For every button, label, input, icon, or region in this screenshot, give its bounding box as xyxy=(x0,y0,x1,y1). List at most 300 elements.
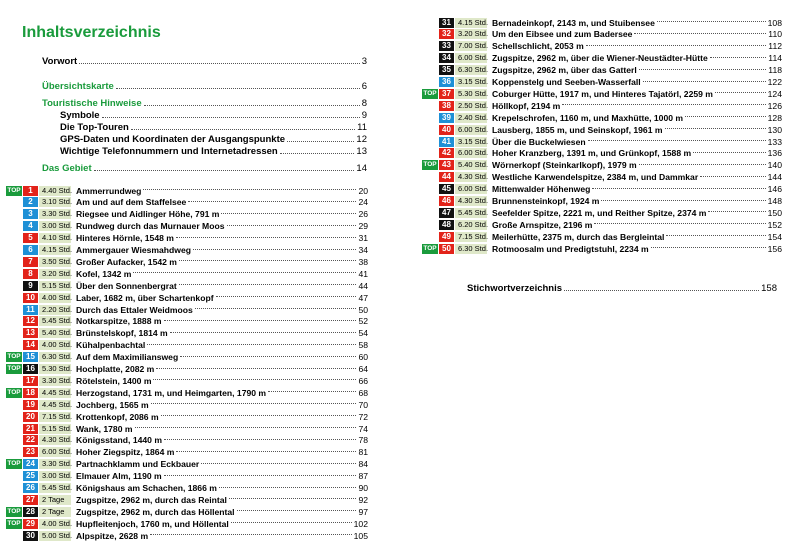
route-page: 114 xyxy=(768,53,782,64)
route-duration: 2 Tage xyxy=(39,495,71,505)
route-duration: 6.20 Std. xyxy=(455,220,487,230)
leader-dots xyxy=(143,189,356,190)
toc-section-entry[interactable] xyxy=(60,134,367,145)
route-duration: 6.00 Std. xyxy=(455,53,487,63)
index-page: 158 xyxy=(761,283,777,294)
route-row[interactable] xyxy=(6,435,368,446)
route-title: Meilerhütte, 2375 m, durch das Bergleintal xyxy=(492,231,665,242)
leader-dots xyxy=(116,88,360,89)
top-tour-badge: TOP xyxy=(7,186,21,194)
leader-dots xyxy=(164,475,357,476)
leader-dots xyxy=(170,332,357,333)
leader-dots xyxy=(176,237,357,238)
route-duration: 2.20 Std. xyxy=(39,305,71,315)
route-number-badge: 35 xyxy=(439,65,454,75)
top-tour-badge: TOP xyxy=(423,161,437,169)
route-duration: 5.45 Std. xyxy=(455,208,487,218)
route-row[interactable] xyxy=(422,100,782,111)
route-title: Über die Buckelwiesen xyxy=(492,136,586,147)
route-number-badge: 24 xyxy=(23,459,38,469)
route-duration: 3.15 Std. xyxy=(455,137,487,147)
route-page: 148 xyxy=(767,196,782,206)
route-page: 154 xyxy=(767,231,782,242)
leader-dots xyxy=(195,308,357,309)
top-tour-badge xyxy=(6,245,22,255)
route-row[interactable] xyxy=(6,256,368,267)
route-duration: 3.15 Std. xyxy=(455,77,487,87)
section-page: 14 xyxy=(356,163,367,174)
route-title: Zugspitze, 2962 m, durch das Höllental xyxy=(76,506,235,517)
route-row[interactable] xyxy=(6,494,368,505)
route-row[interactable] xyxy=(6,304,368,315)
route-number-badge: 44 xyxy=(439,172,454,182)
route-row[interactable] xyxy=(6,268,368,279)
route-duration: 4.45 Std. xyxy=(39,400,71,410)
top-tour-badge xyxy=(6,305,22,315)
section-page: 8 xyxy=(361,98,367,109)
route-title: Mittenwalder Höhenweg xyxy=(492,184,591,195)
route-duration: 3.10 Std. xyxy=(39,197,71,207)
route-page: 112 xyxy=(768,41,782,52)
route-row[interactable] xyxy=(6,233,368,244)
top-tour-badge: TOP xyxy=(7,519,21,527)
leader-dots xyxy=(685,116,766,117)
route-row[interactable] xyxy=(6,447,368,458)
route-duration: 3.30 Std. xyxy=(39,376,71,386)
route-duration: 4.30 Std. xyxy=(455,196,487,206)
route-page: 92 xyxy=(358,494,368,505)
route-title: Kofel, 1342 m xyxy=(76,268,132,279)
route-page: 136 xyxy=(767,148,782,159)
route-title: Durch das Ettaler Weidmoos xyxy=(76,304,193,315)
route-row[interactable] xyxy=(422,124,782,135)
top-tour-badge xyxy=(6,269,22,279)
leader-dots xyxy=(693,152,766,153)
leader-dots xyxy=(280,153,355,154)
top-tour-badge: TOP xyxy=(7,460,21,468)
route-row[interactable] xyxy=(422,29,782,40)
route-row[interactable] xyxy=(422,219,782,230)
route-title: Wörnerkopf (Steinkarlkopf), 1979 m xyxy=(492,160,637,171)
route-page: 58 xyxy=(358,340,368,351)
route-number-badge: 2 xyxy=(23,197,38,207)
route-duration: 3.20 Std. xyxy=(455,29,487,39)
route-number-badge: 48 xyxy=(439,220,454,230)
route-page: 150 xyxy=(767,207,782,218)
route-title: Über den Sonnenbergrat xyxy=(76,280,177,291)
leader-dots xyxy=(643,81,766,82)
route-number-badge: 10 xyxy=(23,293,38,303)
top-tour-badge xyxy=(422,125,438,135)
route-row[interactable] xyxy=(6,518,368,529)
route-duration: 5.40 Std. xyxy=(455,160,487,170)
route-duration: 5.00 Std. xyxy=(39,531,71,541)
route-duration: 4.30 Std. xyxy=(39,435,71,445)
leader-dots xyxy=(634,33,766,34)
route-title: Rundweg durch das Murnauer Moos xyxy=(76,221,225,232)
route-page: 72 xyxy=(358,411,368,422)
route-number-badge: 31 xyxy=(439,18,454,28)
index-entry[interactable] xyxy=(467,283,777,294)
route-title: Kühalpenbachtal xyxy=(76,340,146,351)
toc-section-entry[interactable] xyxy=(42,163,367,174)
top-tour-badge xyxy=(422,196,438,206)
leader-dots xyxy=(227,225,357,226)
top-tour-badge xyxy=(6,340,22,350)
route-number-badge: 16 xyxy=(23,364,38,374)
section-label: GPS-Daten und Koordinaten der Ausgangspunkte xyxy=(60,134,286,145)
leader-dots xyxy=(586,45,767,46)
top-tour-badge xyxy=(422,18,438,28)
route-page: 152 xyxy=(767,219,782,230)
route-title: Rotmoosalm und Predigtstuhl, 2234 m xyxy=(492,243,649,254)
section-label: Symbole xyxy=(60,110,100,121)
route-page: 68 xyxy=(358,387,368,398)
section-page: 13 xyxy=(356,146,367,157)
page-title: Inhaltsverzeichnis xyxy=(22,24,161,41)
route-number-badge: 12 xyxy=(23,316,38,326)
route-duration: 4.40 Std. xyxy=(39,186,71,196)
route-page: 31 xyxy=(358,233,368,244)
route-number-badge: 27 xyxy=(23,495,38,505)
top-tour-badge xyxy=(6,197,22,207)
route-row[interactable] xyxy=(6,459,368,470)
route-row[interactable] xyxy=(6,328,368,339)
route-number-badge: 18 xyxy=(23,388,38,398)
route-duration: 6.30 Std. xyxy=(39,352,71,362)
route-title: Königsstand, 1440 m xyxy=(76,435,162,446)
route-duration: 5.40 Std. xyxy=(39,328,71,338)
top-tour-badge xyxy=(6,376,22,386)
leader-dots xyxy=(268,391,356,392)
top-tour-badge xyxy=(422,101,438,111)
top-tour-badge xyxy=(6,293,22,303)
leader-dots xyxy=(231,522,352,523)
route-page: 24 xyxy=(358,197,368,208)
top-tour-badge xyxy=(422,137,438,147)
route-title: Seefelder Spitze, 2221 m, und Reither Spitze, 2374 m xyxy=(492,207,707,218)
route-page: 26 xyxy=(358,209,368,220)
route-page: 78 xyxy=(358,435,368,446)
leader-dots xyxy=(164,439,356,440)
route-row[interactable] xyxy=(6,292,368,303)
route-title: Auf dem Maximiliansweg xyxy=(76,352,179,363)
route-page: 70 xyxy=(358,399,368,410)
route-row[interactable] xyxy=(6,185,368,196)
route-page: 102 xyxy=(353,518,368,529)
top-tour-badge: TOP xyxy=(7,388,21,396)
top-tour-badge xyxy=(6,471,22,481)
route-duration: 4.15 Std. xyxy=(455,18,487,28)
leader-dots xyxy=(133,272,356,273)
route-number-badge: 29 xyxy=(23,519,38,529)
toc-section-entry[interactable] xyxy=(42,98,367,109)
route-duration: 5.45 Std. xyxy=(39,483,71,493)
toc-section-entry[interactable] xyxy=(42,81,367,92)
route-row[interactable] xyxy=(6,375,368,386)
top-tour-badge xyxy=(6,316,22,326)
route-title: Zugspitze, 2962 m, durch das Reintal xyxy=(76,494,227,505)
route-row[interactable] xyxy=(422,41,782,52)
route-row[interactable] xyxy=(422,207,782,218)
route-row[interactable] xyxy=(6,340,368,351)
leader-dots xyxy=(79,63,360,64)
route-page: 81 xyxy=(358,447,368,458)
route-page: 64 xyxy=(358,364,368,374)
route-page: 90 xyxy=(358,483,368,493)
route-duration: 4.00 Std. xyxy=(39,293,71,303)
route-duration: 6.30 Std. xyxy=(455,65,487,75)
route-row[interactable] xyxy=(6,245,368,256)
route-row[interactable] xyxy=(6,364,368,375)
route-row[interactable] xyxy=(422,136,782,147)
route-row[interactable] xyxy=(422,184,782,195)
section-label: Vorwort xyxy=(42,56,78,67)
route-page: 126 xyxy=(767,100,782,111)
route-title: Lausberg, 1855 m, und Seinskopf, 1961 m xyxy=(492,124,663,135)
route-row[interactable] xyxy=(422,77,782,88)
route-duration: 4.30 Std. xyxy=(455,172,487,182)
leader-dots xyxy=(657,21,766,22)
route-title: Ammergauer Wiesmahdweg xyxy=(76,245,192,255)
route-duration: 4.45 Std. xyxy=(39,388,71,398)
route-title: Hochplatte, 2082 m xyxy=(76,364,155,374)
toc-section-entry[interactable] xyxy=(60,110,367,121)
route-title: Wank, 1780 m xyxy=(76,423,133,434)
route-row[interactable] xyxy=(6,411,368,422)
top-tour-badge xyxy=(6,209,22,219)
route-page: 130 xyxy=(767,124,782,135)
top-tour-badge xyxy=(422,184,438,194)
route-number-badge: 32 xyxy=(439,29,454,39)
top-tour-badge xyxy=(422,41,438,51)
route-duration: 7.15 Std. xyxy=(455,232,487,242)
route-duration: 5.15 Std. xyxy=(39,281,71,291)
route-row[interactable] xyxy=(422,231,782,242)
leader-dots xyxy=(131,129,355,130)
top-tour-badge: TOP xyxy=(7,365,21,372)
route-number-badge: 7 xyxy=(23,257,38,267)
route-number-badge: 15 xyxy=(23,352,38,362)
route-row[interactable] xyxy=(422,172,782,183)
top-tour-badge xyxy=(422,77,438,87)
route-row[interactable] xyxy=(422,53,782,64)
route-row[interactable] xyxy=(6,471,368,482)
route-duration: 7.00 Std. xyxy=(455,41,487,51)
route-title: Um den Eibsee und zum Badersee xyxy=(492,29,633,40)
leader-dots xyxy=(153,379,356,380)
route-duration: 4.15 Std. xyxy=(39,245,71,255)
route-duration: 5.30 Std. xyxy=(39,364,71,374)
top-tour-badge xyxy=(422,53,438,63)
section-page: 6 xyxy=(361,81,367,92)
route-row[interactable] xyxy=(422,17,782,28)
route-title: Höllkopf, 2194 m xyxy=(492,100,561,111)
route-page: 60 xyxy=(358,352,368,363)
top-tour-badge xyxy=(422,220,438,230)
toc-section-entry[interactable] xyxy=(60,122,367,133)
top-tour-badge xyxy=(6,447,22,457)
route-title: Laber, 1682 m, über Schartenkopf xyxy=(76,292,214,303)
route-title: Hinteres Hörnle, 1548 m xyxy=(76,233,174,244)
leader-dots xyxy=(179,260,356,261)
route-row[interactable] xyxy=(422,88,782,99)
route-duration: 2 Tage xyxy=(39,507,71,517)
route-row[interactable] xyxy=(422,160,782,171)
leader-dots xyxy=(229,498,357,499)
section-label: Wichtige Telefonnummern und Internetadressen xyxy=(60,146,278,157)
route-duration: 6.30 Std. xyxy=(455,244,487,254)
route-page: 108 xyxy=(767,17,782,28)
leader-dots xyxy=(594,223,765,224)
route-number-badge: 1 xyxy=(23,186,38,196)
route-page: 110 xyxy=(768,29,782,40)
section-label: Die Top-Touren xyxy=(60,122,129,133)
top-tour-badge xyxy=(6,424,22,434)
route-row[interactable] xyxy=(6,423,368,434)
route-page: 54 xyxy=(358,328,368,339)
route-row[interactable] xyxy=(6,483,368,494)
route-number-badge: 34 xyxy=(439,53,454,63)
route-title: Hupfleitenjoch, 1760 m, und Höllental xyxy=(76,518,229,529)
route-number-badge: 19 xyxy=(23,400,38,410)
route-duration: 6.00 Std. xyxy=(455,125,487,135)
leader-dots xyxy=(216,296,357,297)
route-title: Elmauer Alm, 1190 m xyxy=(76,471,162,482)
top-tour-badge xyxy=(6,435,22,445)
route-page: 146 xyxy=(767,184,782,195)
route-duration: 3.20 Std. xyxy=(39,269,71,279)
route-number-badge: 14 xyxy=(23,340,38,350)
route-row[interactable] xyxy=(6,316,368,327)
leader-dots xyxy=(176,451,356,452)
route-duration: 4.00 Std. xyxy=(39,340,71,350)
section-label: Das Gebiet xyxy=(42,163,92,174)
leader-dots xyxy=(639,164,766,165)
route-page: 66 xyxy=(358,375,368,386)
route-page: 118 xyxy=(768,65,782,76)
route-row[interactable] xyxy=(422,243,782,254)
leader-dots xyxy=(287,141,354,142)
route-row[interactable] xyxy=(422,65,782,76)
route-number-badge: 47 xyxy=(439,208,454,218)
route-number-badge: 50 xyxy=(439,244,454,254)
leader-dots xyxy=(666,235,765,236)
route-number-badge: 13 xyxy=(23,328,38,338)
route-number-badge: 11 xyxy=(23,305,38,315)
route-row[interactable] xyxy=(6,506,368,517)
route-number-badge: 49 xyxy=(439,232,454,242)
route-duration: 5.30 Std. xyxy=(455,89,487,99)
leader-dots xyxy=(564,290,759,291)
section-label: Übersichtskarte xyxy=(42,81,114,92)
top-tour-badge xyxy=(6,328,22,338)
top-tour-badge xyxy=(6,412,22,422)
section-page: 12 xyxy=(356,134,367,145)
route-title: Hoher Ziegspitz, 1864 m xyxy=(76,447,175,458)
route-title: Zugspitze, 2962 m, über das Gatterl xyxy=(492,65,637,76)
route-number-badge: 30 xyxy=(23,531,38,541)
section-page: 11 xyxy=(357,122,367,133)
route-number-badge: 20 xyxy=(23,412,38,422)
route-row[interactable] xyxy=(6,280,368,291)
route-row[interactable] xyxy=(422,196,782,207)
route-row[interactable] xyxy=(6,387,368,398)
route-number-badge: 3 xyxy=(23,209,38,219)
route-number-badge: 33 xyxy=(439,41,454,51)
route-number-badge: 45 xyxy=(439,184,454,194)
route-duration: 2.40 Std. xyxy=(455,113,487,123)
route-number-badge: 5 xyxy=(23,233,38,243)
top-tour-badge xyxy=(6,531,22,541)
route-number-badge: 36 xyxy=(439,77,454,87)
route-title: Rötelstein, 1400 m xyxy=(76,375,152,386)
leader-dots xyxy=(237,510,357,511)
leader-dots xyxy=(150,534,352,535)
route-page: 74 xyxy=(358,423,368,434)
route-number-badge: 4 xyxy=(23,221,38,231)
route-number-badge: 8 xyxy=(23,269,38,279)
route-row[interactable] xyxy=(6,197,368,208)
route-page: 50 xyxy=(358,304,368,315)
route-duration: 5.15 Std. xyxy=(39,424,71,434)
route-page: 87 xyxy=(358,471,368,482)
route-page: 156 xyxy=(767,243,782,254)
top-tour-badge xyxy=(6,281,22,291)
route-duration: 6.00 Std. xyxy=(39,447,71,457)
route-title: Großer Aufacker, 1542 m xyxy=(76,256,177,267)
route-page: 41 xyxy=(358,268,368,279)
leader-dots xyxy=(710,57,767,58)
top-tour-badge xyxy=(6,257,22,267)
route-row[interactable] xyxy=(6,352,368,363)
toc-section-entry[interactable] xyxy=(42,56,367,67)
top-tour-badge xyxy=(422,232,438,242)
route-page: 105 xyxy=(353,530,368,541)
route-duration: 3.30 Std. xyxy=(39,209,71,219)
top-tour-badge xyxy=(422,148,438,158)
leader-dots xyxy=(151,403,357,404)
route-row[interactable] xyxy=(6,530,368,541)
leader-dots xyxy=(156,368,356,369)
section-page: 9 xyxy=(361,110,367,121)
top-tour-badge: TOP xyxy=(7,353,21,361)
toc-section-entry[interactable] xyxy=(60,146,367,157)
route-title: Am und auf dem Staffelsee xyxy=(76,197,187,208)
route-title: Riegsee und Aidlinger Höhe, 791 m xyxy=(76,209,220,220)
route-title: Koppenstelg und Seeben-Wasserfall xyxy=(492,77,641,87)
route-number-badge: 21 xyxy=(23,424,38,434)
route-duration: 4.00 Std. xyxy=(39,519,71,529)
top-tour-badge: TOP xyxy=(423,89,437,97)
route-title: Brünstelskopf, 1814 m xyxy=(76,328,168,339)
leader-dots xyxy=(144,105,360,106)
route-row[interactable] xyxy=(6,221,368,232)
route-row[interactable] xyxy=(422,112,782,123)
top-tour-badge xyxy=(6,495,22,505)
route-row[interactable] xyxy=(6,399,368,410)
route-row[interactable] xyxy=(6,209,368,220)
route-title: Krepelschrofen, 1160 m, und Maxhütte, 1000 m xyxy=(492,112,684,123)
route-page: 34 xyxy=(358,245,368,255)
route-number-badge: 25 xyxy=(23,471,38,481)
route-number-badge: 23 xyxy=(23,447,38,457)
route-duration: 3.50 Std. xyxy=(39,257,71,267)
route-duration: 7.15 Std. xyxy=(39,412,71,422)
leader-dots xyxy=(588,140,766,141)
route-page: 140 xyxy=(767,160,782,171)
route-row[interactable] xyxy=(422,148,782,159)
